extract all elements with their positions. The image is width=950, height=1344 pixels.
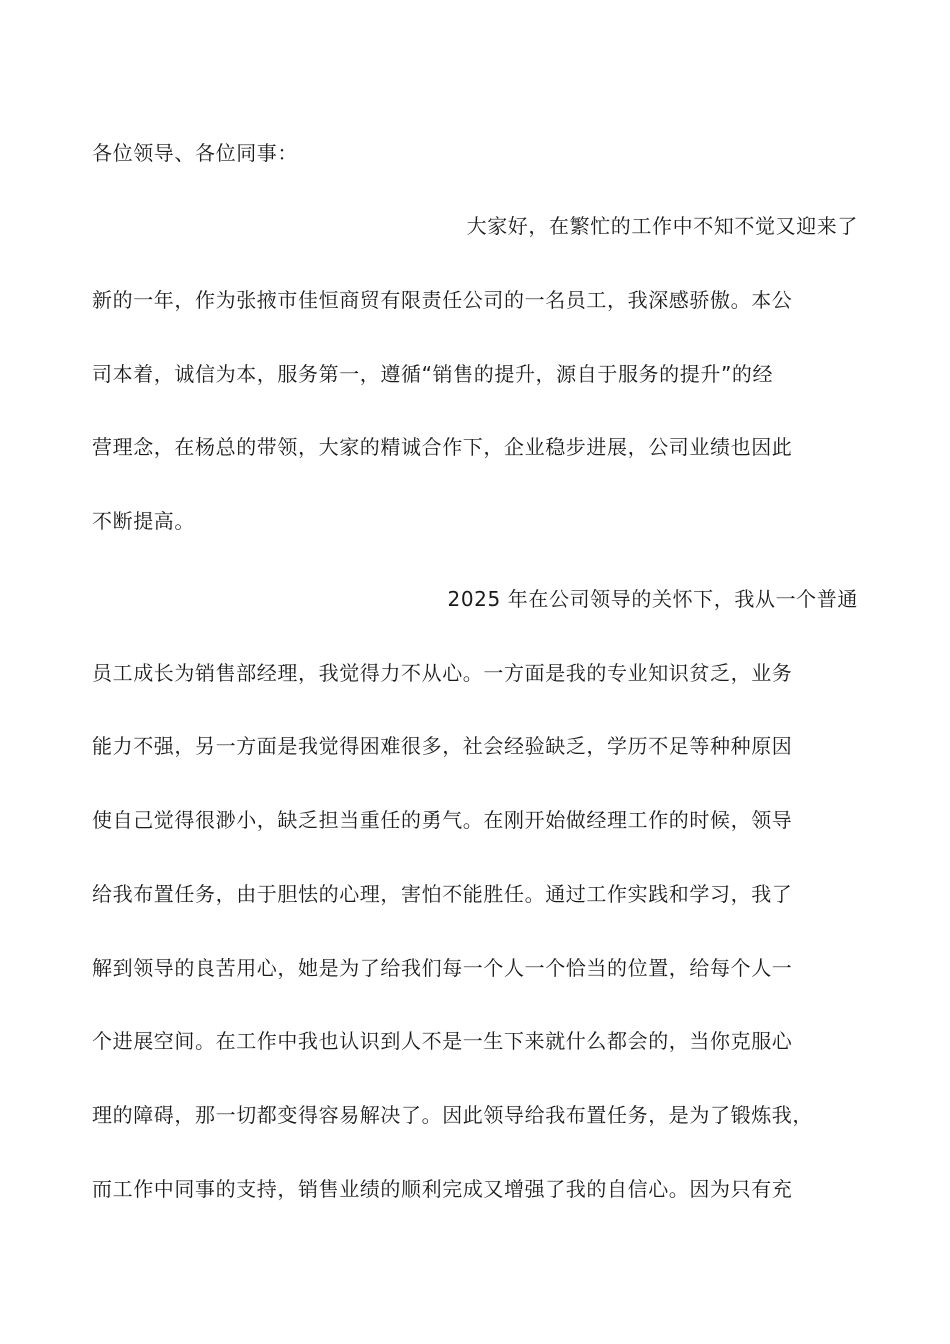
paragraph-line: 理的障碍，那一切都变得容易解决了。因此领导给我布置任务，是为了锻炼我， — [92, 1103, 813, 1127]
paragraph-line: 新的一年，作为张掖市佳恒商贸有限责任公司的一名员工，我深感骄傲。本公 — [92, 288, 793, 312]
paragraph-line: 能力不强，另一方面是我觉得困难很多，社会经验缺乏，学历不足等种种原因 — [92, 734, 793, 758]
paragraph-line: 给我布置任务，由于胆怯的心理，害怕不能胜任。通过工作实践和学习，我了 — [92, 882, 793, 906]
salutation: 各位领导、各位同事： — [92, 141, 298, 165]
paragraph-line: 解到领导的良苦用心，她是为了给我们每一个人一个恰当的位置，给每个人一 — [92, 956, 793, 980]
paragraph-line: 大家好，在繁忙的工作中不知不觉又迎来了 — [466, 214, 858, 238]
paragraph-line: 个进展空间。在工作中我也认识到人不是一生下来就什么都会的，当你克服心 — [92, 1029, 793, 1053]
paragraph-line: 使自己觉得很渺小，缺乏担当重任的勇气。在刚开始做经理工作的时候，领导 — [92, 808, 793, 832]
paragraph-line: 2025 年在公司领导的关怀下，我从一个普通 — [447, 587, 858, 611]
paragraph-line: 司本着，诚信为本，服务第一，遵循“销售的提升，源自于服务的提升”的经 — [92, 362, 774, 386]
paragraph-line: 营理念，在杨总的带领，大家的精诚合作下，企业稳步进展，公司业绩也因此 — [92, 435, 793, 459]
paragraph-line: 不断提高。 — [92, 509, 195, 533]
paragraph-line: 员工成长为销售部经理，我觉得力不从心。一方面是我的专业知识贫乏，业务 — [92, 661, 793, 685]
paragraph-line: 而工作中同事的支持，销售业绩的顺利完成又增强了我的自信心。因为只有充 — [92, 1177, 793, 1201]
